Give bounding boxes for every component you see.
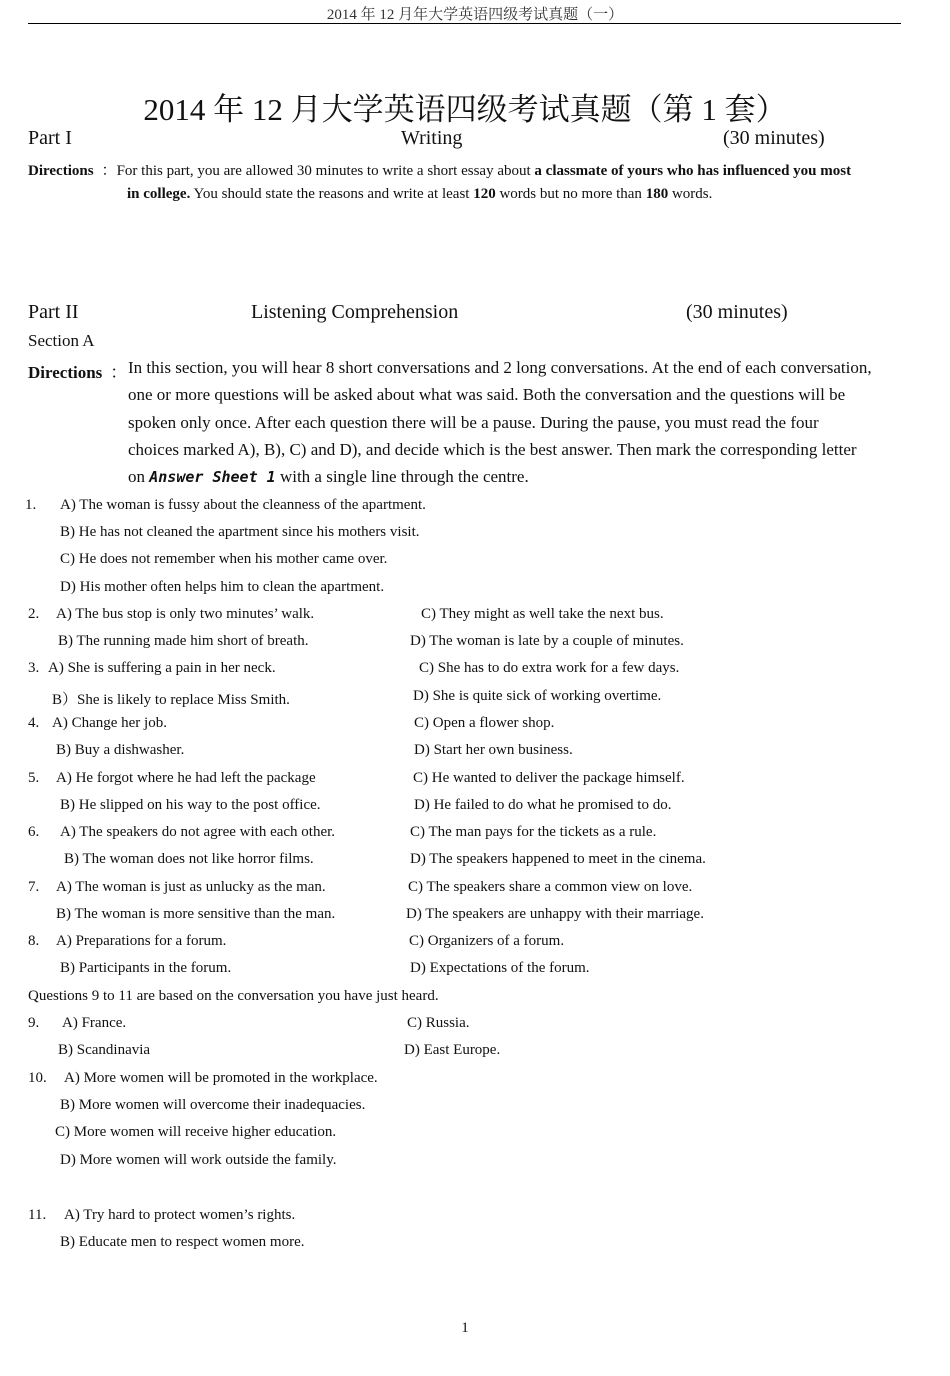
option-c: C) He wanted to deliver the package himself. bbox=[413, 770, 685, 786]
part2-directions-line bbox=[128, 467, 529, 487]
page-title: 2014 年 12 月大学英语四级考试真题（第 1 套） bbox=[143, 92, 787, 127]
question-number: 5. bbox=[28, 770, 40, 786]
option-d: D) Expectations of the forum. bbox=[410, 960, 590, 976]
running-header: 2014 年 12 月年大学英语四级考试真题（一） bbox=[326, 7, 624, 23]
option-a: A) Preparations for a forum. bbox=[56, 933, 227, 949]
directions-label: Directions bbox=[28, 163, 94, 179]
question-number: 9. bbox=[28, 1015, 40, 1031]
option-a: A) Change her job. bbox=[52, 715, 167, 731]
option-a: A) Try hard to protect women’s rights. bbox=[64, 1207, 296, 1223]
part1-name: Writing bbox=[401, 127, 463, 149]
option-a: A) He forgot where he had left the package bbox=[56, 770, 316, 786]
directions-line2a: You should state the reasons and write at least bbox=[190, 186, 474, 202]
option-c: C) They might as well take the next bus. bbox=[421, 606, 664, 622]
question-group-note: Questions 9 to 11 are based on the conversation you have just heard. bbox=[28, 988, 439, 1004]
option-d: D) His mother often helps him to clean the apartment. bbox=[60, 579, 385, 595]
option-c: C) Open a flower shop. bbox=[414, 715, 555, 731]
essay-topic-end: in college. bbox=[127, 186, 191, 202]
option-b: B) The woman is more sensitive than the man. bbox=[56, 906, 336, 922]
essay-topic: a classmate of yours who has influenced you most bbox=[534, 163, 852, 179]
question-number: 8. bbox=[28, 933, 40, 949]
option-d: D) The woman is late by a couple of minutes. bbox=[410, 633, 684, 649]
option-c: C) He does not remember when his mother came over. bbox=[60, 551, 388, 567]
directions-on: on bbox=[128, 467, 150, 486]
question-number: 10. bbox=[28, 1070, 47, 1086]
option-d: D) She is quite sick of working overtime. bbox=[413, 688, 662, 704]
max-words: 180 bbox=[645, 186, 669, 202]
part2-directions-line: one or more questions will be asked about what was said. Both the conversation and the questions will be bbox=[128, 385, 846, 404]
section-label: Section A bbox=[28, 331, 95, 350]
option-d: D) The speakers are unhappy with their marriage. bbox=[406, 906, 704, 922]
option-c: C) Organizers of a forum. bbox=[409, 933, 565, 949]
option-a: A) She is suffering a pain in her neck. bbox=[48, 660, 276, 676]
option-b: B）She is likely to replace Miss Smith. bbox=[52, 692, 290, 708]
part2-name: Listening Comprehension bbox=[251, 301, 459, 323]
part1-directions-line2 bbox=[127, 186, 712, 203]
option-a: A) The bus stop is only two minutes’ walk. bbox=[56, 606, 315, 622]
option-b: B) He slipped on his way to the post office. bbox=[60, 797, 321, 813]
header-rule bbox=[28, 23, 901, 24]
option-b: B) More women will overcome their inadequacies. bbox=[60, 1097, 366, 1113]
question-number: 11. bbox=[28, 1207, 47, 1223]
option-a: A) The woman is just as unlucky as the man. bbox=[56, 879, 326, 895]
option-a: A) More women will be promoted in the workplace. bbox=[64, 1070, 378, 1086]
option-c: C) The man pays for the tickets as a rule. bbox=[410, 824, 657, 840]
directions-line2b: words but no more than bbox=[495, 186, 646, 202]
part1-label: Part I bbox=[28, 127, 72, 149]
option-d: D) He failed to do what he promised to do. bbox=[414, 797, 672, 813]
part2-time: (30 minutes) bbox=[686, 301, 788, 323]
option-d: D) More women will work outside the family. bbox=[60, 1152, 337, 1168]
directions-line1: For this part, you are allowed 30 minutes to write a short essay about bbox=[116, 163, 535, 179]
option-c: C) She has to do extra work for a few days. bbox=[419, 660, 680, 676]
directions-label-2: Directions bbox=[28, 363, 103, 382]
page-number: 1 bbox=[461, 1320, 469, 1336]
option-b: B) The running made him short of breath. bbox=[58, 633, 309, 649]
part2-directions-line: In this section, you will hear 8 short conversations and 2 long conversations. At the end of each conversation, bbox=[128, 358, 872, 377]
option-d: D) The speakers happened to meet in the cinema. bbox=[410, 851, 706, 867]
part1-directions bbox=[28, 159, 851, 180]
directions-end: with a single line through the centre. bbox=[275, 467, 529, 486]
option-b: B) Participants in the forum. bbox=[60, 960, 232, 976]
part1-time: (30 minutes) bbox=[723, 127, 825, 149]
part2-directions-line: spoken only once. After each question there will be a pause. During the pause, you must read the four bbox=[128, 413, 819, 432]
directions-line2c: words. bbox=[668, 186, 713, 202]
answer-sheet-label: Answer Sheet 1 bbox=[149, 468, 276, 486]
option-d: D) East Europe. bbox=[404, 1042, 501, 1058]
question-number: 2. bbox=[28, 606, 40, 622]
directions-colon-2: ： bbox=[110, 363, 128, 382]
question-number: 4. bbox=[28, 715, 40, 731]
option-c: C) More women will receive higher education. bbox=[55, 1124, 337, 1140]
option-b: B) Educate men to respect women more. bbox=[60, 1234, 305, 1250]
option-b: B) He has not cleaned the apartment since his mothers visit. bbox=[60, 524, 420, 540]
part2-directions-head bbox=[28, 358, 127, 383]
question-number: 1. bbox=[25, 497, 37, 513]
option-c: C) The speakers share a common view on love. bbox=[408, 879, 693, 895]
question-number: 6. bbox=[28, 824, 40, 840]
option-c: C) Russia. bbox=[407, 1015, 470, 1031]
min-words: 120 bbox=[473, 186, 496, 202]
option-b: B) The woman does not like horror films. bbox=[64, 851, 314, 867]
option-b: B) Buy a dishwasher. bbox=[56, 742, 185, 758]
option-a: A) The speakers do not agree with each other. bbox=[60, 824, 336, 840]
directions-colon: ： bbox=[101, 163, 117, 179]
option-a: A) France. bbox=[62, 1015, 127, 1031]
question-number: 3. bbox=[28, 660, 40, 676]
option-a: A) The woman is fussy about the cleanness of the apartment. bbox=[60, 497, 426, 513]
option-d: D) Start her own business. bbox=[414, 742, 573, 758]
part2-label: Part II bbox=[28, 301, 79, 323]
question-number: 7. bbox=[28, 879, 40, 895]
part2-directions-line: choices marked A), B), C) and D), and decide which is the best answer. Then mark the corresponding letter bbox=[128, 440, 857, 459]
option-b: B) Scandinavia bbox=[58, 1042, 151, 1058]
